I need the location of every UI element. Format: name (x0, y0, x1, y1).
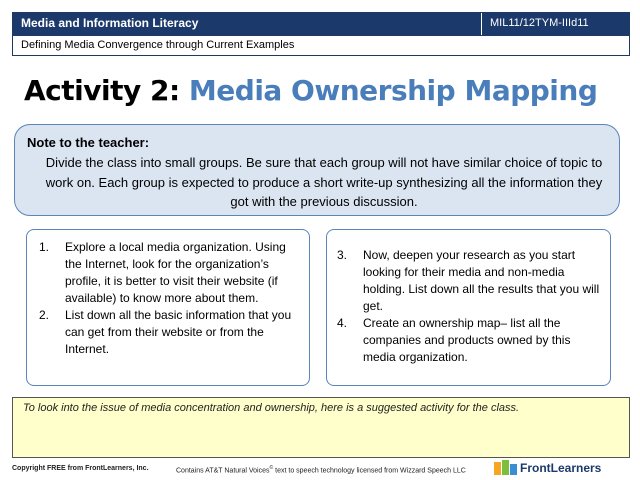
teacher-note-heading: Note to the teacher: (27, 135, 150, 150)
step-number: 3. (337, 248, 348, 262)
frontlearners-logo-text: FrontLearners (520, 461, 602, 475)
steps-list-left (39, 239, 301, 358)
course-title: Media and Information Literacy (21, 16, 199, 30)
step-item (39, 307, 301, 358)
step-number: 4. (337, 316, 348, 330)
teacher-note-body: Divide the class into small groups. Be sure that each group will not have similar choice of topic to work on. Each group is expected to produce a short write-up synthesizing all the information they got with the previous discussion. (45, 155, 603, 209)
step-text: Now, deepen your research as you start looking for their media and non-media holding. List down all the results that you will get. (363, 248, 600, 313)
lesson-subtitle: Defining Media Convergence through Current Examples (21, 39, 295, 51)
step-number: 1. (39, 240, 50, 254)
header-bar (13, 13, 629, 35)
steps-box-left (26, 229, 310, 386)
step-item (337, 315, 603, 366)
step-item (337, 247, 603, 315)
activity-heading (24, 74, 597, 107)
step-text: Create an ownership map– list all the companies and products owned by this media organization. (363, 316, 571, 364)
teacher-note-box (14, 124, 620, 216)
slide-header (12, 12, 630, 56)
copyright-text: Copyright FREE from FrontLearners, Inc. (12, 465, 149, 472)
steps-list-right (337, 247, 603, 366)
voice-credit-mark: © (269, 465, 274, 471)
speaker-notes-box (12, 397, 630, 458)
lesson-code: MIL11/12TYM-IIId11 (490, 17, 589, 29)
step-item (39, 239, 301, 307)
voice-credit (176, 465, 466, 474)
voice-credit-a: Contains AT&T Natural Voices (176, 467, 270, 475)
step-text: List down all the basic information that you can get from their website or from the Internet. (65, 308, 292, 356)
frontlearners-logo-icon (494, 459, 518, 477)
speaker-notes-text: To look into the issue of media concentration and ownership, here is a suggested activity for the class. (23, 402, 520, 414)
step-text: Explore a local media organization. Using the Internet, look for the organization’s profile, it is better to visit their website (if available) to know more about them. (65, 240, 286, 305)
activity-title: Media Ownership Mapping (188, 74, 598, 107)
activity-label: Activity 2: (24, 74, 180, 107)
lesson-code-box (481, 13, 629, 35)
step-number: 2. (39, 308, 50, 322)
header-divider (13, 35, 629, 36)
voice-credit-b: text to speech technology licensed from Wizzard Speech LLC (273, 467, 466, 475)
steps-box-right (326, 229, 611, 386)
